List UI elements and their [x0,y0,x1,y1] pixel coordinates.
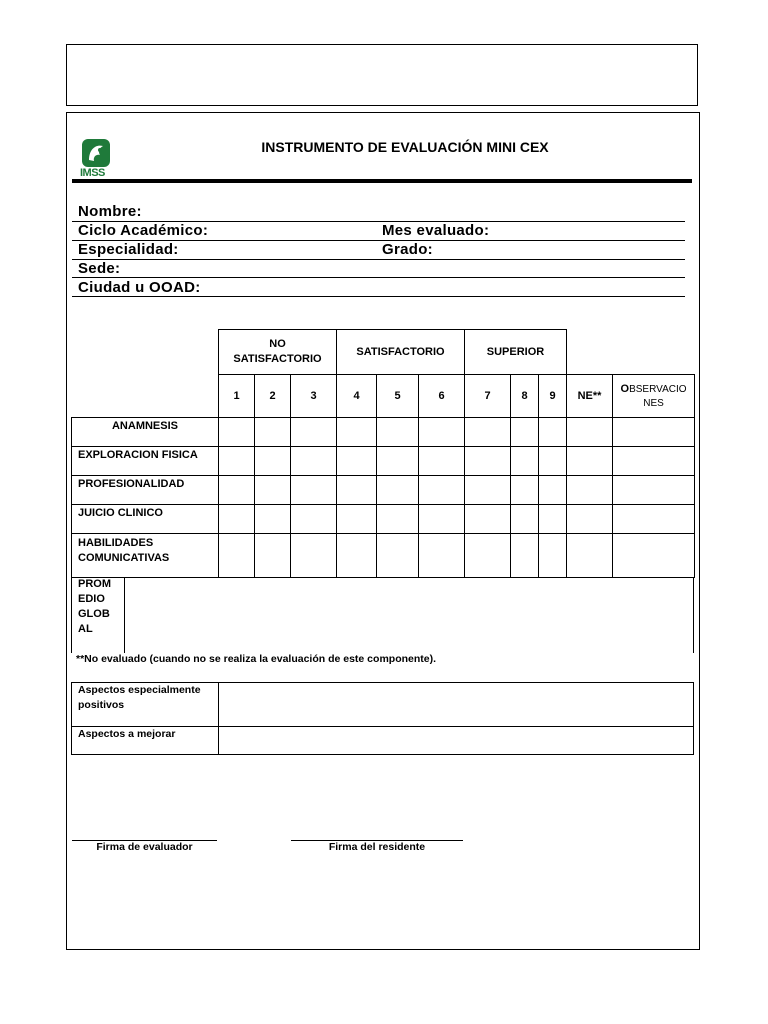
score-cell[interactable] [219,447,255,476]
score-cell[interactable] [255,505,291,534]
score-cell[interactable] [465,476,511,505]
imss-logo-text: IMSS [80,167,105,179]
score-cell[interactable] [465,418,511,447]
score-cell[interactable] [255,418,291,447]
score-cell[interactable] [539,476,567,505]
score-8: 8 [511,375,539,418]
title-rule [72,179,692,183]
number-header-row [72,375,695,418]
score-cell[interactable] [539,418,567,447]
group-header-row [72,330,695,375]
score-3: 3 [291,375,337,418]
ne-header: NE** [567,375,613,418]
score-cell[interactable] [465,505,511,534]
score-cell[interactable] [291,476,337,505]
score-1: 1 [219,375,255,418]
observation-cell[interactable] [613,476,695,505]
score-cell[interactable] [511,447,539,476]
ne-cell[interactable] [567,476,613,505]
score-cell[interactable] [511,534,539,578]
table-row [72,534,695,578]
score-6: 6 [419,375,465,418]
signature-evaluator-label: Firma de evaluador [96,841,193,853]
score-cell[interactable] [539,534,567,578]
group-superior: SUPERIOR [465,330,567,375]
score-cell[interactable] [419,505,465,534]
aspects-improve-label: Aspectos a mejorar [72,727,219,755]
score-cell[interactable] [377,418,419,447]
score-cell[interactable] [511,476,539,505]
score-cell[interactable] [419,447,465,476]
ne-cell[interactable] [567,447,613,476]
criterion-anamnesis: ANAMNESIS [72,418,219,447]
score-cell[interactable] [337,418,377,447]
aspects-table [71,682,694,755]
score-cell[interactable] [465,534,511,578]
score-cell[interactable] [419,534,465,578]
label-sede: Sede: [78,260,121,277]
empty-corner [72,375,219,418]
ne-cell[interactable] [567,534,613,578]
aspects-positive-field[interactable] [219,683,694,727]
score-cell[interactable] [291,447,337,476]
label-ciudad: Ciudad u OOAD: [78,279,201,296]
signature-resident-label: Firma del residente [328,841,426,853]
label-nombre: Nombre: [78,203,142,220]
score-cell[interactable] [377,447,419,476]
empty-corner [72,330,219,375]
rule [72,296,685,297]
score-cell[interactable] [511,418,539,447]
header-blank-box [66,44,698,106]
score-7: 7 [465,375,511,418]
observaciones-initial: O [620,382,630,395]
label-mes: Mes evaluado: [382,222,490,239]
observaciones-rest: BSERVACIO [629,383,687,395]
observation-cell[interactable] [613,418,695,447]
criterion-juicio: JUICIO CLINICO [72,505,219,534]
observation-cell[interactable] [613,534,695,578]
ne-footnote: **No evaluado (cuando no se realiza la evaluación de este componente). [76,653,437,665]
promedio-global-label: PROM EDIO GLOB AL [78,578,111,635]
score-cell[interactable] [219,505,255,534]
score-cell[interactable] [377,476,419,505]
score-cell[interactable] [219,476,255,505]
score-cell[interactable] [219,418,255,447]
rule [72,277,685,278]
table-row [72,447,695,476]
score-cell[interactable] [219,534,255,578]
table-row [72,683,694,727]
imss-logo [80,137,114,181]
empty-cell [567,330,613,375]
observation-cell[interactable] [613,505,695,534]
score-4: 4 [337,375,377,418]
rule [72,259,685,260]
criterion-profesionalidad: PROFESIONALIDAD [72,476,219,505]
table-row [72,727,694,755]
aspects-improve-field[interactable] [219,727,694,755]
score-cell[interactable] [337,534,377,578]
observaciones-line2: NES [643,397,664,409]
score-cell[interactable] [255,534,291,578]
score-cell[interactable] [377,534,419,578]
score-cell[interactable] [419,418,465,447]
empty-cell [613,330,695,375]
table-row [72,476,695,505]
score-cell[interactable] [255,476,291,505]
score-cell[interactable] [419,476,465,505]
criterion-exploracion: EXPLORACION FISICA [72,447,219,476]
observaciones-header [613,375,695,418]
score-cell[interactable] [539,447,567,476]
table-row [72,505,695,534]
score-5: 5 [377,375,419,418]
score-cell[interactable] [255,447,291,476]
form-title: INSTRUMENTO DE EVALUACIÓN MINI CEX [261,139,549,155]
score-cell[interactable] [337,505,377,534]
label-especialidad: Especialidad: [78,241,179,258]
ne-cell[interactable] [567,418,613,447]
score-2: 2 [255,375,291,418]
score-cell[interactable] [337,476,377,505]
score-cell[interactable] [511,505,539,534]
promedio-value-area[interactable] [125,577,692,653]
evaluation-table [71,329,695,578]
score-cell[interactable] [465,447,511,476]
score-cell[interactable] [291,505,337,534]
table-row [72,418,695,447]
label-ciclo: Ciclo Académico: [78,222,209,239]
criterion-habilidades: HABILIDADES COMUNICATIVAS [72,534,219,578]
score-cell[interactable] [337,447,377,476]
score-cell[interactable] [291,534,337,578]
score-cell[interactable] [377,505,419,534]
score-cell[interactable] [291,418,337,447]
group-no-satisfactorio: NO SATISFACTORIO [219,330,337,375]
label-grado: Grado: [382,241,433,258]
ne-cell[interactable] [567,505,613,534]
score-cell[interactable] [539,505,567,534]
observation-cell[interactable] [613,447,695,476]
aspects-positive-label: Aspectos especialmente positivos [72,683,219,727]
group-satisfactorio: SATISFACTORIO [337,330,465,375]
score-9: 9 [539,375,567,418]
